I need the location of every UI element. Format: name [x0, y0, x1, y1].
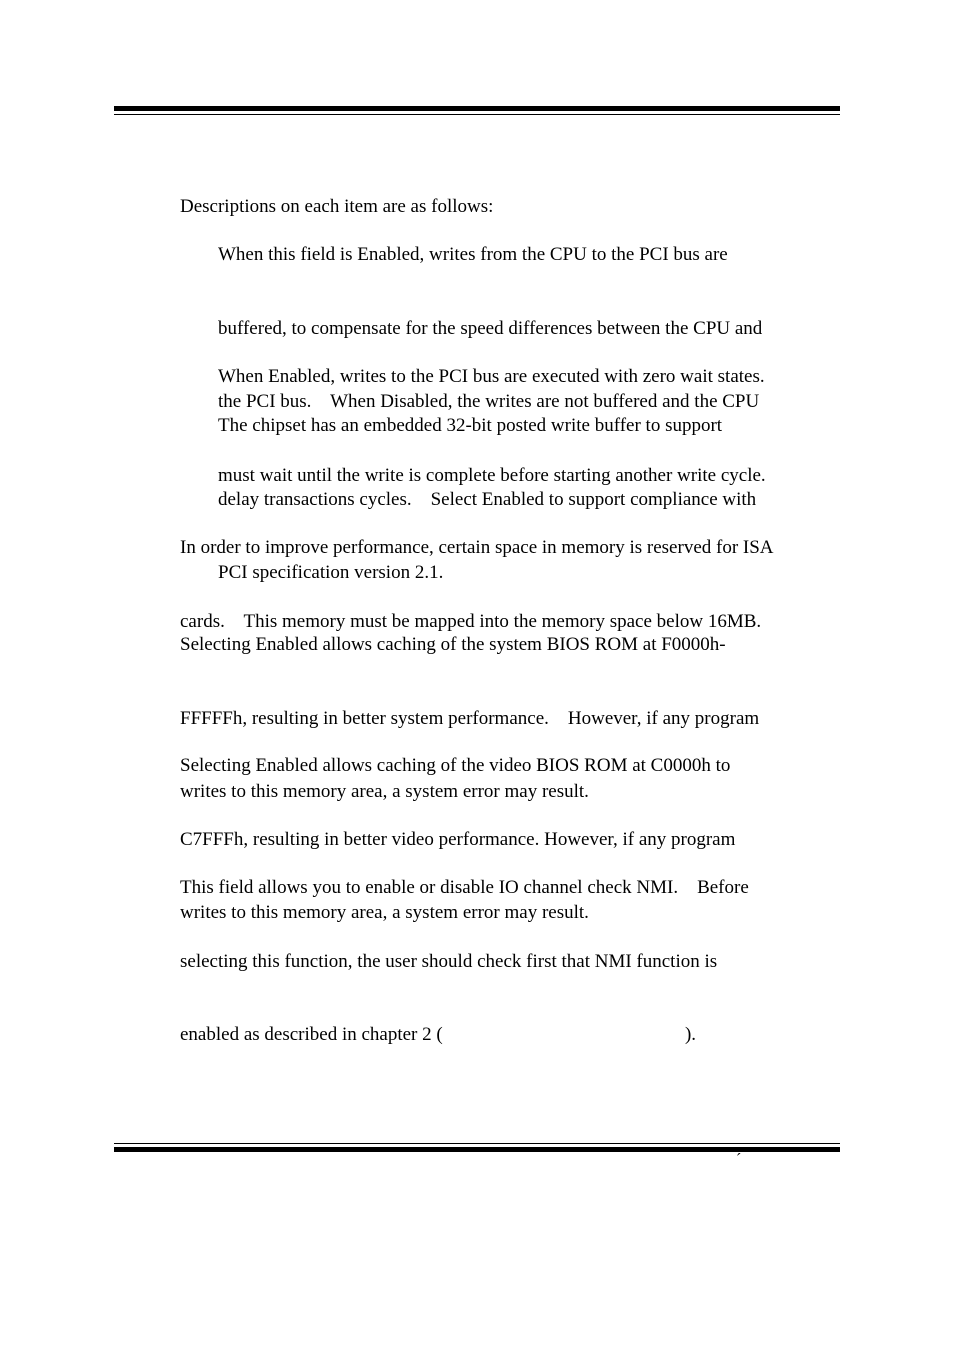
text-line: This field allows you to enable or disable IO channel check NMI. Before [180, 877, 749, 898]
text-line: selecting this function, the user should check first that NMI function is [180, 950, 718, 972]
text-line: the PCI bus. When Disabled, the writes are not buffered and the CPU [218, 391, 760, 412]
footer-rule-thin [114, 1143, 840, 1144]
text-line: When Enabled, writes to the PCI bus are executed with zero wait states. [218, 366, 765, 387]
text-line: PCI specification version 2.1. [218, 562, 444, 583]
text-line: cards. This memory must be mapped into the memory space below 16MB. [180, 610, 762, 632]
text-line: delay transactions cycles. Select Enabled to support compliance with [218, 488, 757, 510]
text-line: writes to this memory area, a system error may result. [180, 781, 589, 802]
text-line: Selecting Enabled allows caching of the video BIOS ROM at C0000h to [180, 755, 731, 776]
text-line: writes to this memory area, a system error may result. [180, 902, 589, 923]
section-description-4 [180, 827, 749, 1072]
text-line: FFFFFh, resulting in better system performance. However, if any program [180, 707, 760, 729]
text-line: In order to improve performance, certain space in memory is reserved for ISA [180, 537, 774, 558]
text-line: C7FFFh, resulting in better video performance. However, if any program [180, 828, 736, 850]
text-line: must wait until the write is complete before starting another write cycle. [218, 464, 766, 486]
footer-rule-thick [114, 1147, 840, 1152]
header-rule-thick [114, 106, 840, 111]
text-line: When this field is Enabled, writes from the CPU to the PCI bus are [218, 244, 728, 265]
text-line: buffered, to compensate for the speed differences between the CPU and [218, 317, 763, 339]
text-line: enabled as described in chapter 2 ( ). [180, 1024, 697, 1045]
text-line: The chipset has an embedded 32-bit posted write buffer to support [218, 415, 723, 436]
header-rule-thin [114, 114, 840, 115]
text-line: Selecting Enabled allows caching of the system BIOS ROM at F0000h- [180, 634, 726, 655]
intro-line: Descriptions on each item are as follows: [180, 196, 494, 217]
footer-mark: ˊ [736, 1151, 742, 1168]
